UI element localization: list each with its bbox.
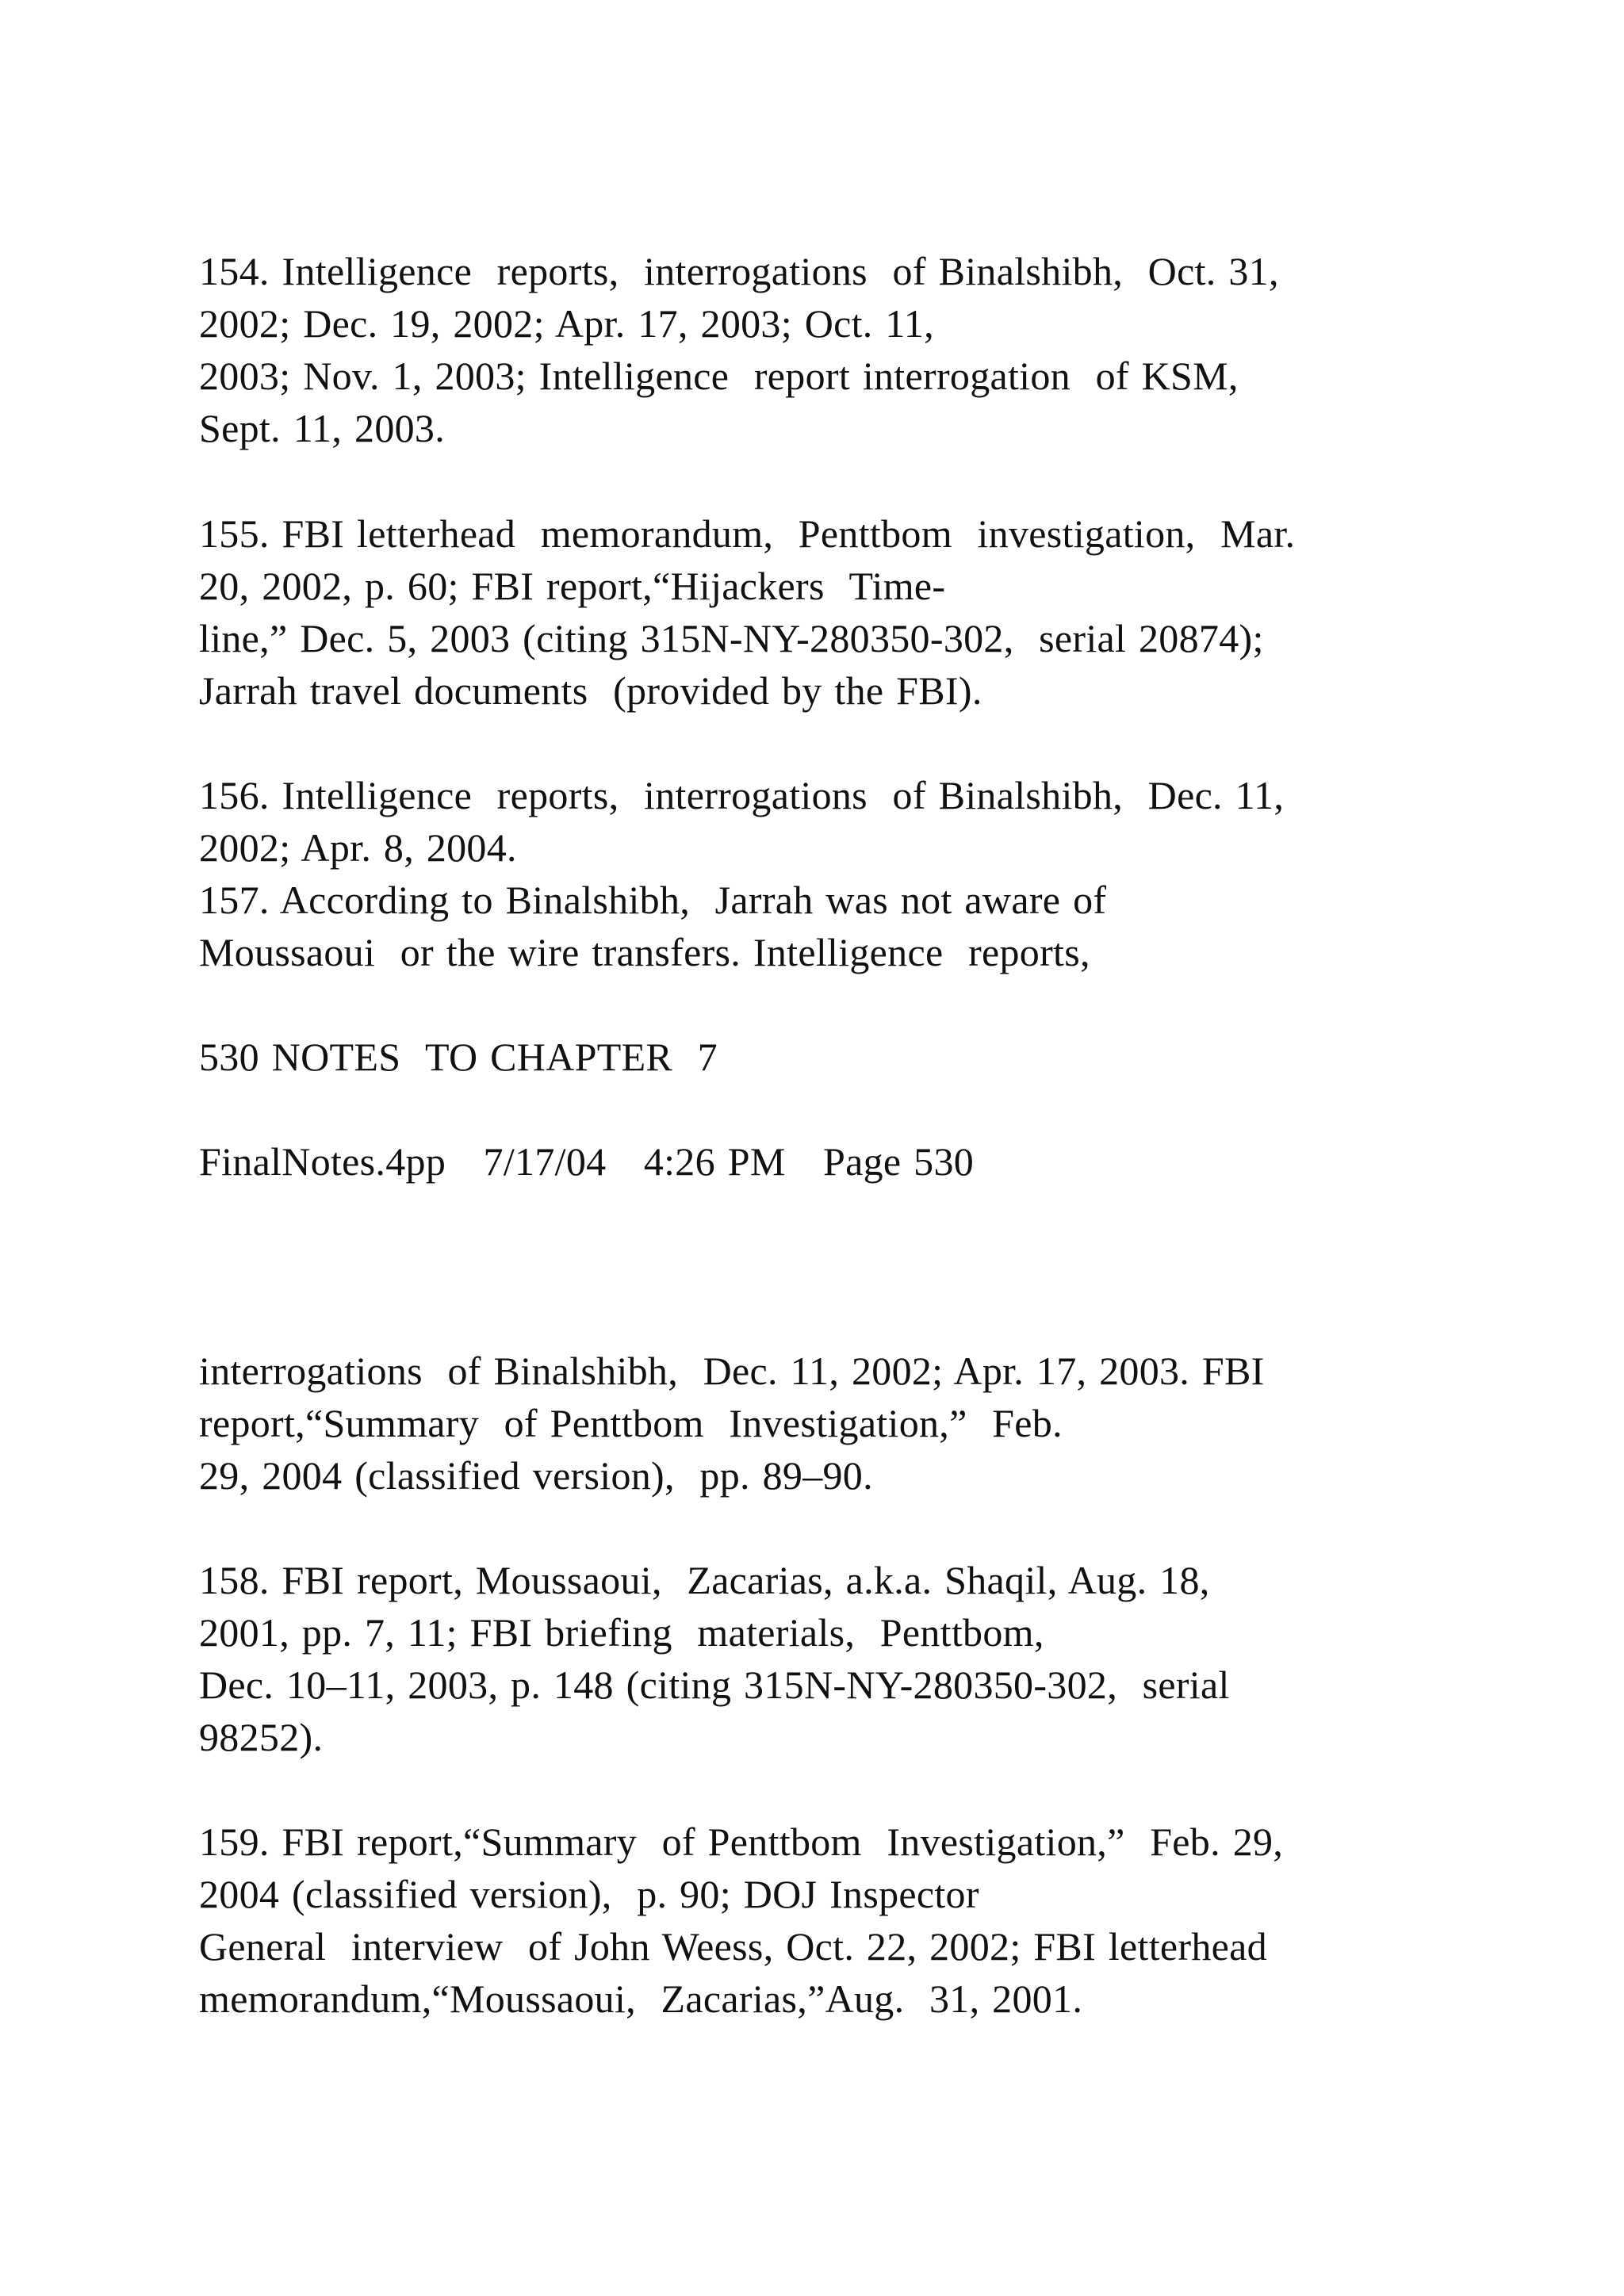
footnote-line: Moussaoui or the wire transfers. Intelligence reports, (199, 930, 1090, 974)
file-info (199, 1135, 1468, 1188)
footnote-158 (199, 1554, 1468, 1763)
file-info-line: FinalNotes.4pp 7/17/04 4:26 PM Page 530 (199, 1139, 975, 1184)
footnote-156-157 (199, 769, 1468, 978)
footnote-line: memorandum,“Moussaoui, Zacarias,”Aug. 31, 2001. (199, 1976, 1083, 2021)
footnote-line: 2002; Apr. 8, 2004. (199, 825, 517, 870)
footnote-154 (199, 245, 1468, 454)
footnote-line: Dec. 10–11, 2003, p. 148 (citing 315N-NY-280350-302, serial (199, 1663, 1230, 1707)
footnote-line: 20, 2002, p. 60; FBI report,“Hijackers Time- (199, 564, 946, 608)
footnote-line: 154. Intelligence reports, interrogations of Binalshibh, Oct. 31, (199, 249, 1279, 293)
footnote-line: 2001, pp. 7, 11; FBI briefing materials, Penttbom, (199, 1610, 1044, 1655)
footnote-159 (199, 1816, 1468, 2025)
footnote-line: 155. FBI letterhead memorandum, Penttbom investigation, Mar. (199, 511, 1296, 556)
footnote-line: report,“Summary of Penttbom Investigation,” Feb. (199, 1401, 1063, 1445)
footnote-line: 2002; Dec. 19, 2002; Apr. 17, 2003; Oct. 11, (199, 301, 934, 346)
footnote-line: 159. FBI report,“Summary of Penttbom Investigation,” Feb. 29, (199, 1820, 1284, 1864)
chapter-line: 530 NOTES TO CHAPTER 7 (199, 1035, 718, 1079)
footnote-line: 157. According to Binalshibh, Jarrah was not aware of (199, 878, 1107, 922)
footnote-line: General interview of John Weess, Oct. 22, 2002; FBI letterhead (199, 1924, 1267, 1969)
footnote-line: 98252). (199, 1715, 324, 1759)
footnote-157-continued (199, 1345, 1468, 1502)
footnote-line: 156. Intelligence reports, interrogations of Binalshibh, Dec. 11, (199, 773, 1285, 817)
footnote-line: line,” Dec. 5, 2003 (citing 315N-NY-280350-302, serial 20874); (199, 616, 1264, 660)
chapter-footer (199, 1031, 1468, 1083)
footnote-line: Sept. 11, 2003. (199, 406, 446, 450)
footnote-line: interrogations of Binalshibh, Dec. 11, 2002; Apr. 17, 2003. FBI (199, 1349, 1265, 1393)
footnote-line: Jarrah travel documents (provided by the FBI). (199, 668, 982, 713)
footnote-line: 158. FBI report, Moussaoui, Zacarias, a.k.a. Shaqil, Aug. 18, (199, 1558, 1210, 1602)
footnote-line: 2003; Nov. 1, 2003; Intelligence report interrogation of KSM, (199, 354, 1239, 398)
footnote-155 (199, 507, 1468, 717)
footnote-line: 2004 (classified version), p. 90; DOJ Inspector (199, 1872, 979, 1916)
footnote-line: 29, 2004 (classified version), pp. 89–90. (199, 1453, 873, 1498)
